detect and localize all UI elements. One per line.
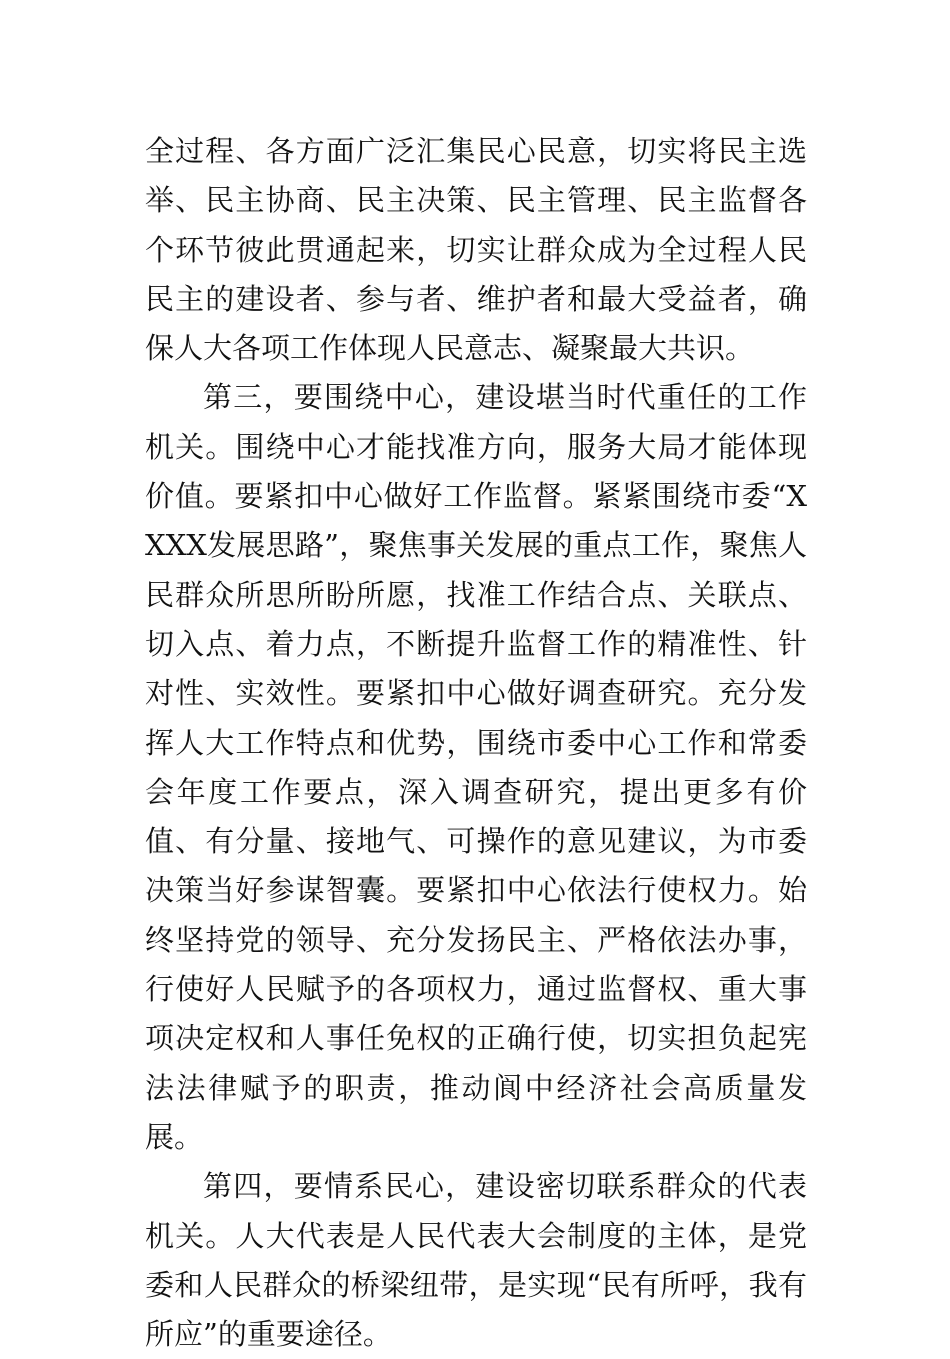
paragraph-continued: 全过程、各方面广泛汇集民心民意，切实将民主选举、民主协商、民主决策、民主管理、民主监督各个环节彼此贯通起来，切实让群众成为全过程人民民主的建设者、参与者、维护者和最大受益者，确保人大各项工作体现人民意志、凝聚最大共识。 [145,134,807,366]
paragraph-third-point: 第三，要围绕中心，建设堪当时代重任的工作机关。围绕中心才能找准方向，服务大局才能体现价值。要紧扣中心做好工作监督。紧紧围绕市委“XXXX发展思路”，聚焦事关发展的重点工作，聚焦人民群众所思所盼所愿，找准工作结合点、关联点、切入点、着力点，不断提升监督工作的精准性、针对性、实效性。要紧扣中心做好调查研究。充分发挥人大工作特点和优势，围绕市委中心工作和常委会年度工作要点，深入调查研究，提出更多有价值、有分量、接地气、可操作的意见建议，为市委决策当好参谋智囊。要紧扣中心依法行使权力。始终坚持党的领导、充分发扬民主、严格依法办事，行使好人民赋予的各项权力，通过监督权、重大事项决定权和人事任免权的正确行使，切实担负起宪法法律赋予的职责，推动阆中经济社会高质量发展。 [145,380,807,1154]
paragraph-fourth-point: 第四，要情系民心，建设密切联系群众的代表机关。人大代表是人民代表大会制度的主体，是党委和人民群众的桥梁纽带，是实现“民有所呼，我有所应”的重要途径。 [145,1169,807,1352]
document-page [145,127,807,1359]
